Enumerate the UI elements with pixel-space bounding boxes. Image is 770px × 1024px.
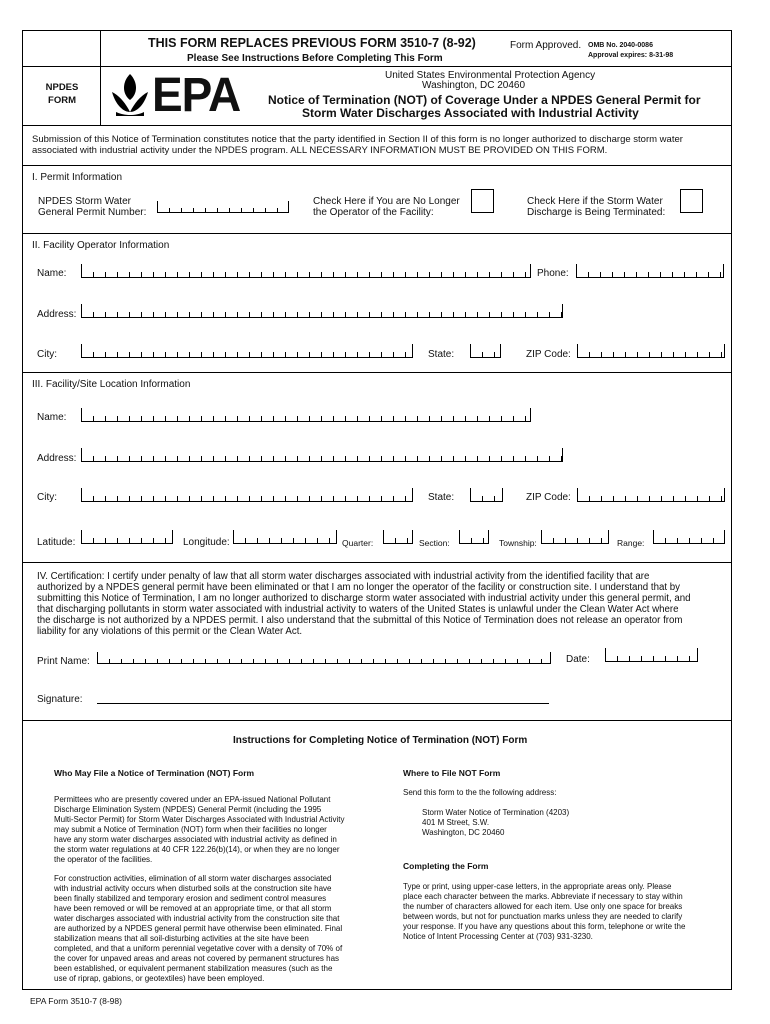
site-zip-label: ZIP Code: [526,492,571,503]
certification-line-5: the discharge is not authorized by a NPDES permit. I also understand that the submittal of this Notice of Termination does not release an operator from [37,615,683,626]
township-field[interactable] [541,530,609,544]
section4-bottom-rule [22,720,732,721]
who-p1-line: the operator of the facilities. [54,855,153,864]
who-p2-line: completed, and that a uniform perennial vegetative cover with a density of 70% of [54,944,343,953]
completing-line: place each character between the marks. Abbreviate if necessary to stay within [403,892,683,901]
signature-label: Signature: [37,694,83,705]
certification-line-1: IV. Certification: I certify under penalty of law that all storm water discharges associated with industrial activity from the identified facility that are [37,571,650,582]
terminated-check-label-1: Check Here if the Storm Water [527,196,663,207]
print-name-field[interactable] [97,652,551,664]
who-p2-line: use of riprap, gabions, or geotextiles) have been employed. [54,974,265,983]
who-p2-line: For construction activities, elimination of all storm water discharges associated [54,874,332,883]
operator-check-label-1: Check Here if You are No Longer [313,196,460,207]
see-instructions: Please See Instructions Before Completing This Form [187,53,443,64]
print-name-label: Print Name: [37,656,90,667]
certification-line-2: authorized by a NPDES general permit have been eliminated or that I am no longer the operator of the facility or construction site. I understand that by [37,582,680,593]
who-p1-line: the storm water regulations at 40 CFR 122.26(b)(14), or when they are no longer [54,845,340,854]
longitude-label: Longitude: [183,537,230,548]
section2-bottom-rule [22,372,732,373]
site-zip-field[interactable] [577,488,725,502]
header-divider [100,30,101,125]
township-label: Township: [499,538,537,548]
completing-line: your response. If you have any questions about this form, telephone or write the [403,922,686,931]
site-city-label: City: [37,492,57,503]
who-p2-line: are authorized by a NPDES general permit have otherwise been eliminated. Final [54,924,343,933]
operator-address-field[interactable] [81,304,563,318]
completing-form-title: Completing the Form [403,861,489,871]
mailing-address-line: Storm Water Notice of Termination (4203) [422,808,570,817]
who-p1-line: Discharge Elimination System (NPDES) General Permit (including the 1995 [54,805,322,814]
who-p2-line: the cover for unpaved areas and areas not covered by permanent structures has [54,954,340,963]
date-field[interactable] [605,648,698,662]
completing-line: Type or print, using upper-case letters, in the appropriate areas only. Please [403,882,672,891]
epa-flower-icon [110,72,150,118]
latitude-field[interactable] [81,530,173,544]
who-p2-line: water discharges associated with industrial activity from the construction site that [54,914,340,923]
completing-line: Notice of Intent Processing Center at (703) 931-3230. [403,932,593,941]
agency-name: United States Environmental Protection Agency [385,70,596,81]
npdes-label: NPDES [45,82,79,93]
agency-city: Washington, DC 20460 [422,80,526,91]
range-field[interactable] [653,530,725,544]
who-p1-line: Multi-Sector Permit) for Storm Water Discharges Associated with Industrial Activity [54,815,345,824]
form-number: EPA Form 3510-7 (8-98) [30,996,122,1006]
operator-name-label: Name: [37,268,67,279]
where-to-file-text: Send this form to the the following address: [403,788,557,797]
certification-line-3: submitting this Notice of Termination, I am no longer authorized to discharge storm water associated with industrial activity under this general permit, and [37,593,691,604]
intro-bottom-rule [22,165,732,166]
terminated-check-label-2: Discharge is Being Terminated: [527,207,666,218]
certification-line-4: that discharging pollutants in storm water associated with industrial activity to waters of the United States is unlawful under the Clean Water Act where [37,604,679,615]
operator-check-label-2: the Operator of the Facility: [313,207,434,218]
header-bottom-rule [22,125,732,126]
site-address-field[interactable] [81,448,563,462]
latitude-label: Latitude: [37,537,76,548]
operator-state-label: State: [428,349,455,360]
section-label: Section: [419,538,450,548]
longitude-field[interactable] [233,530,337,544]
section-field[interactable] [459,530,489,544]
completing-line: the number of characters allowed for each item. Use only one space for breaks [403,902,683,911]
header-rule [22,66,732,67]
section2-title: II. Facility Operator Information [32,240,170,251]
who-p1-line: may submit a Notice of Termination (NOT) form when their facilities no longer [54,825,327,834]
permit-number-label-2: General Permit Number: [38,207,147,218]
operator-address-label: Address: [37,309,77,320]
form-title-line1: Notice of Termination (NOT) of Coverage Under a NPDES General Permit for [268,93,701,107]
operator-zip-field[interactable] [577,344,725,358]
site-state-field[interactable] [470,488,503,502]
who-p2-line: stabilization means that all soil-disturbing activities at the site have been [54,934,309,943]
range-label: Range: [617,538,645,548]
section1-bottom-rule [22,233,732,234]
signature-line[interactable] [97,703,549,704]
instructions-title: Instructions for Completing Notice of Termination (NOT) Form [233,735,528,746]
intro-line2: associated with industrial activity under the NPDES program. ALL NECESSARY INFORMATION MUST BE PROVIDED ON THIS FORM. [32,145,608,156]
permit-number-label-1: NPDES Storm Water [38,196,131,207]
operator-city-field[interactable] [81,344,413,358]
mailing-address-line: 401 M Street, S.W. [422,818,490,827]
section3-bottom-rule [22,562,732,563]
operator-city-label: City: [37,349,57,360]
quarter-label: Quarter: [342,538,374,548]
permit-number-field[interactable] [157,201,289,213]
discharge-terminated-checkbox[interactable] [680,189,703,213]
who-p2-line: been finally stabilized and temporary erosion and sediment control measures [54,894,327,903]
approval-expires: Approval expires: 8-31-98 [588,52,674,59]
operator-name-field[interactable] [81,264,531,278]
no-longer-operator-checkbox[interactable] [471,189,494,213]
who-p1-line: have any storm water discharges associated with industrial activity as defined in [54,835,337,844]
who-may-file-title: Who May File a Notice of Termination (NOT) Form [54,768,255,778]
mailing-address-line: Washington, DC 20460 [422,828,505,837]
certification-line-6: liability for any violations of this permit or the Clean Water Act. [37,626,303,637]
where-to-file-title: Where to File NOT Form [403,768,501,778]
site-address-label: Address: [37,453,77,464]
who-p1-line: Permittees who are presently covered under an EPA-issued National Pollutant [54,795,331,804]
omb-number: OMB No. 2040-0086 [588,42,653,49]
who-p2-line: with industrial activity occurs when disturbed soils at the construction site have [54,884,332,893]
form-label: FORM [48,95,76,106]
quarter-field[interactable] [383,530,413,544]
who-p2-line: have been removed or will be removed at an appropriate time, or that all storm [54,904,332,913]
completing-line: between words, but not for punctuation marks unless they are needed to clarify [403,912,683,921]
site-city-field[interactable] [81,488,413,502]
site-state-label: State: [428,492,455,503]
epa-logo-text: EPA [152,66,241,122]
who-p2-line: been established, or equivalent permanent stabilization measures (such as the [54,964,333,973]
operator-zip-label: ZIP Code: [526,349,571,360]
section1-title: I. Permit Information [32,172,123,183]
site-name-label: Name: [37,412,67,423]
operator-phone-label: Phone: [537,268,569,279]
form-approved: Form Approved. [510,40,582,51]
operator-phone-field[interactable] [576,264,724,278]
intro-line1: Submission of this Notice of Termination constitutes notice that the party identified in Section II of this form is no longer authorized to discharge storm water [32,134,683,145]
form-title-line2: Storm Water Discharges Associated with Industrial Activity [302,106,639,120]
operator-state-field[interactable] [470,344,501,358]
site-name-field[interactable] [81,408,531,422]
date-label: Date: [566,654,590,665]
section3-title: III. Facility/Site Location Information [32,379,191,390]
replaces-notice: THIS FORM REPLACES PREVIOUS FORM 3510-7 (8-92) [148,36,476,50]
